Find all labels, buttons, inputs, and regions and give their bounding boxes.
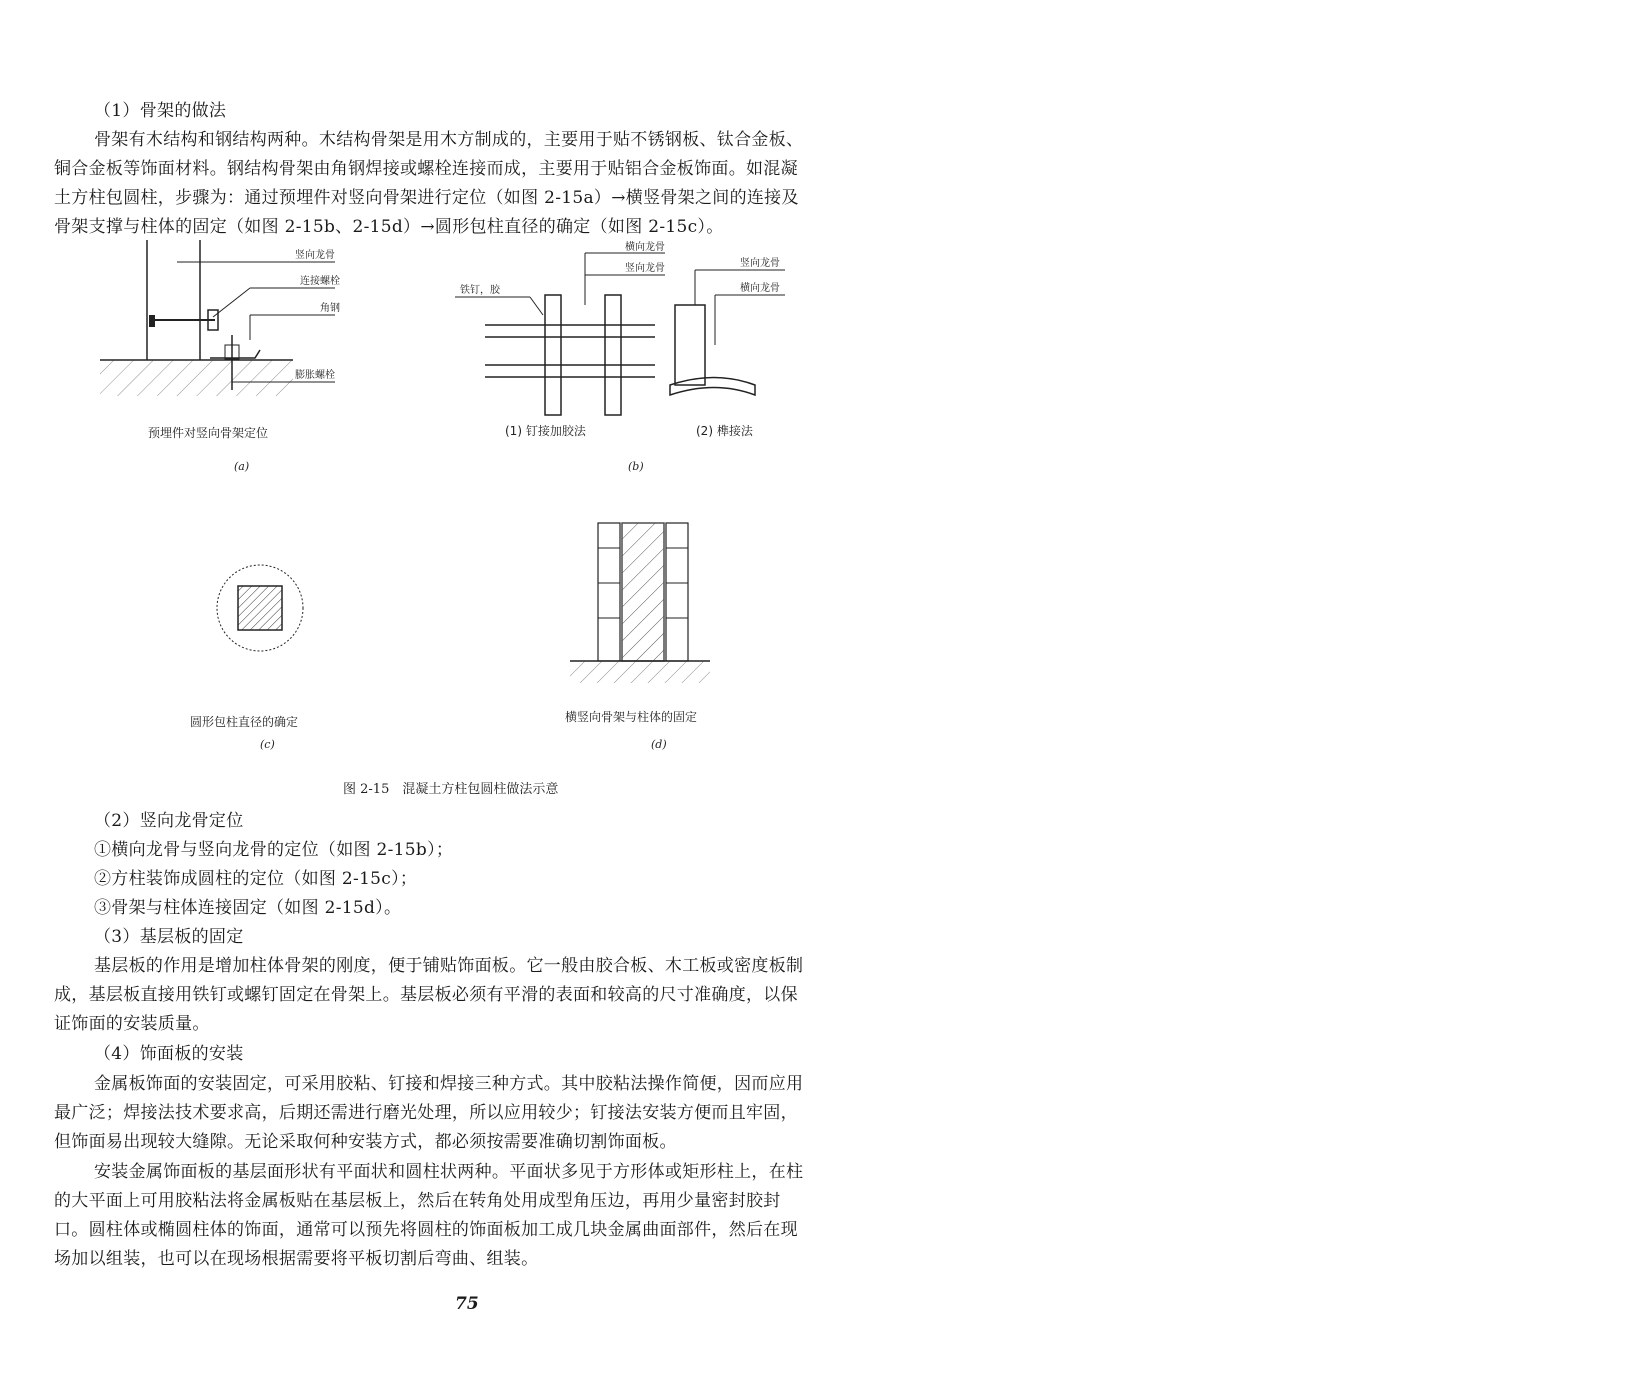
page-number: 75 [455, 1294, 479, 1314]
label: 横向龙骨 [625, 242, 665, 253]
figure-a-letter: (a) [234, 460, 250, 473]
label: 铁钉，胶 [460, 285, 500, 296]
figure-b-caption-1: (1) 钉接加胶法 [505, 424, 586, 438]
section2-item: ③骨架与柱体连接固定（如图 2-15d）。 [94, 898, 402, 918]
figure-b-caption-2: (2) 榫接法 [696, 424, 753, 438]
figure-b-drawing [455, 242, 825, 420]
section3-heading: （3）基层板的固定 [94, 927, 244, 947]
section2-heading: （2）竖向龙骨定位 [94, 811, 244, 831]
figure-c-caption: 圆形包柱直径的确定 [190, 715, 299, 729]
figure-a-caption: 预埋件对竖向骨架定位 [148, 426, 269, 440]
label: 竖向龙骨 [625, 263, 665, 274]
section4-heading: （4）饰面板的安装 [94, 1044, 244, 1064]
label: 竖向龙骨 [295, 250, 335, 261]
figure-d-letter: (d) [651, 738, 667, 751]
label: 角钢 [320, 303, 340, 314]
figure-a-drawing [95, 240, 365, 400]
section3-line: 成，基层板直接用铁钉或螺钉固定在骨架上。基层板必须有平滑的表面和较高的尺寸准确度，以保 [54, 985, 798, 1005]
section3-line: 基层板的作用是增加柱体骨架的刚度，便于铺贴饰面板。它一般由胶合板、木工板或密度板制 [94, 956, 804, 976]
section1-line: 骨架有木结构和钢结构两种。木结构骨架是用木方制成的，主要用于贴不锈钢板、钛合金板、 [94, 130, 804, 150]
figure-d-drawing [570, 523, 710, 683]
section1-line: 铜合金板等饰面材料。钢结构骨架由角钢焊接或螺栓连接而成，主要用于贴铝合金板饰面。如混凝 [54, 159, 798, 179]
section1-heading: （1）骨架的做法 [94, 101, 227, 121]
section1-line: 骨架支撑与柱体的固定（如图 2-15b、2-15d）→圆形包柱直径的确定（如图 2-15c）。 [54, 217, 724, 237]
section2-item: ①横向龙骨与竖向龙骨的定位（如图 2-15b）； [94, 840, 454, 860]
section4-line: 最广泛；焊接法技术要求高，后期还需进行磨光处理，所以应用较少；钉接法安装方便而且牢固， [54, 1103, 798, 1123]
section4-line: 场加以组装，也可以在现场根据需要将平板切割后弯曲、组装。 [54, 1249, 539, 1269]
section4-line: 的大平面上可用胶粘法将金属板贴在基层板上，然后在转角处用成型角压边，再用少量密封胶封 [54, 1191, 781, 1211]
figure-c-drawing [215, 563, 305, 653]
label: 连接螺栓 [300, 276, 340, 287]
figure-d-caption: 横竖向骨架与柱体的固定 [565, 710, 698, 724]
section4-line: 安装金属饰面板的基层面形状有平面状和圆柱状两种。平面状多见于方形体或矩形柱上，在柱 [94, 1162, 804, 1182]
section2-item: ②方柱装饰成圆柱的定位（如图 2-15c）； [94, 869, 418, 889]
figure-title: 图 2-15 混凝土方柱包圆柱做法示意 [343, 782, 559, 797]
section4-line: 口。圆柱体或椭圆柱体的饰面，通常可以预先将圆柱的饰面板加工成几块金属曲面部件，然后在现 [54, 1220, 798, 1240]
section4-line: 但饰面易出现较大缝隙。无论采取何种安装方式，都必须按需要准确切割饰面板。 [54, 1132, 677, 1152]
label: 膨胀螺栓 [295, 370, 335, 381]
figure-b-letter: (b) [628, 460, 644, 473]
label: 横向龙骨 [740, 283, 780, 294]
section3-line: 证饰面的安装质量。 [54, 1014, 210, 1034]
figure-c-letter: (c) [260, 738, 275, 751]
section4-line: 金属板饰面的安装固定，可采用胶粘、钉接和焊接三种方式。其中胶粘法操作简便，因而应用 [94, 1074, 804, 1094]
section1-line: 土方柱包圆柱，步骤为：通过预埋件对竖向骨架进行定位（如图 2-15a）→横竖骨架之间的连接及 [54, 188, 799, 208]
label: 竖向龙骨 [740, 258, 780, 269]
